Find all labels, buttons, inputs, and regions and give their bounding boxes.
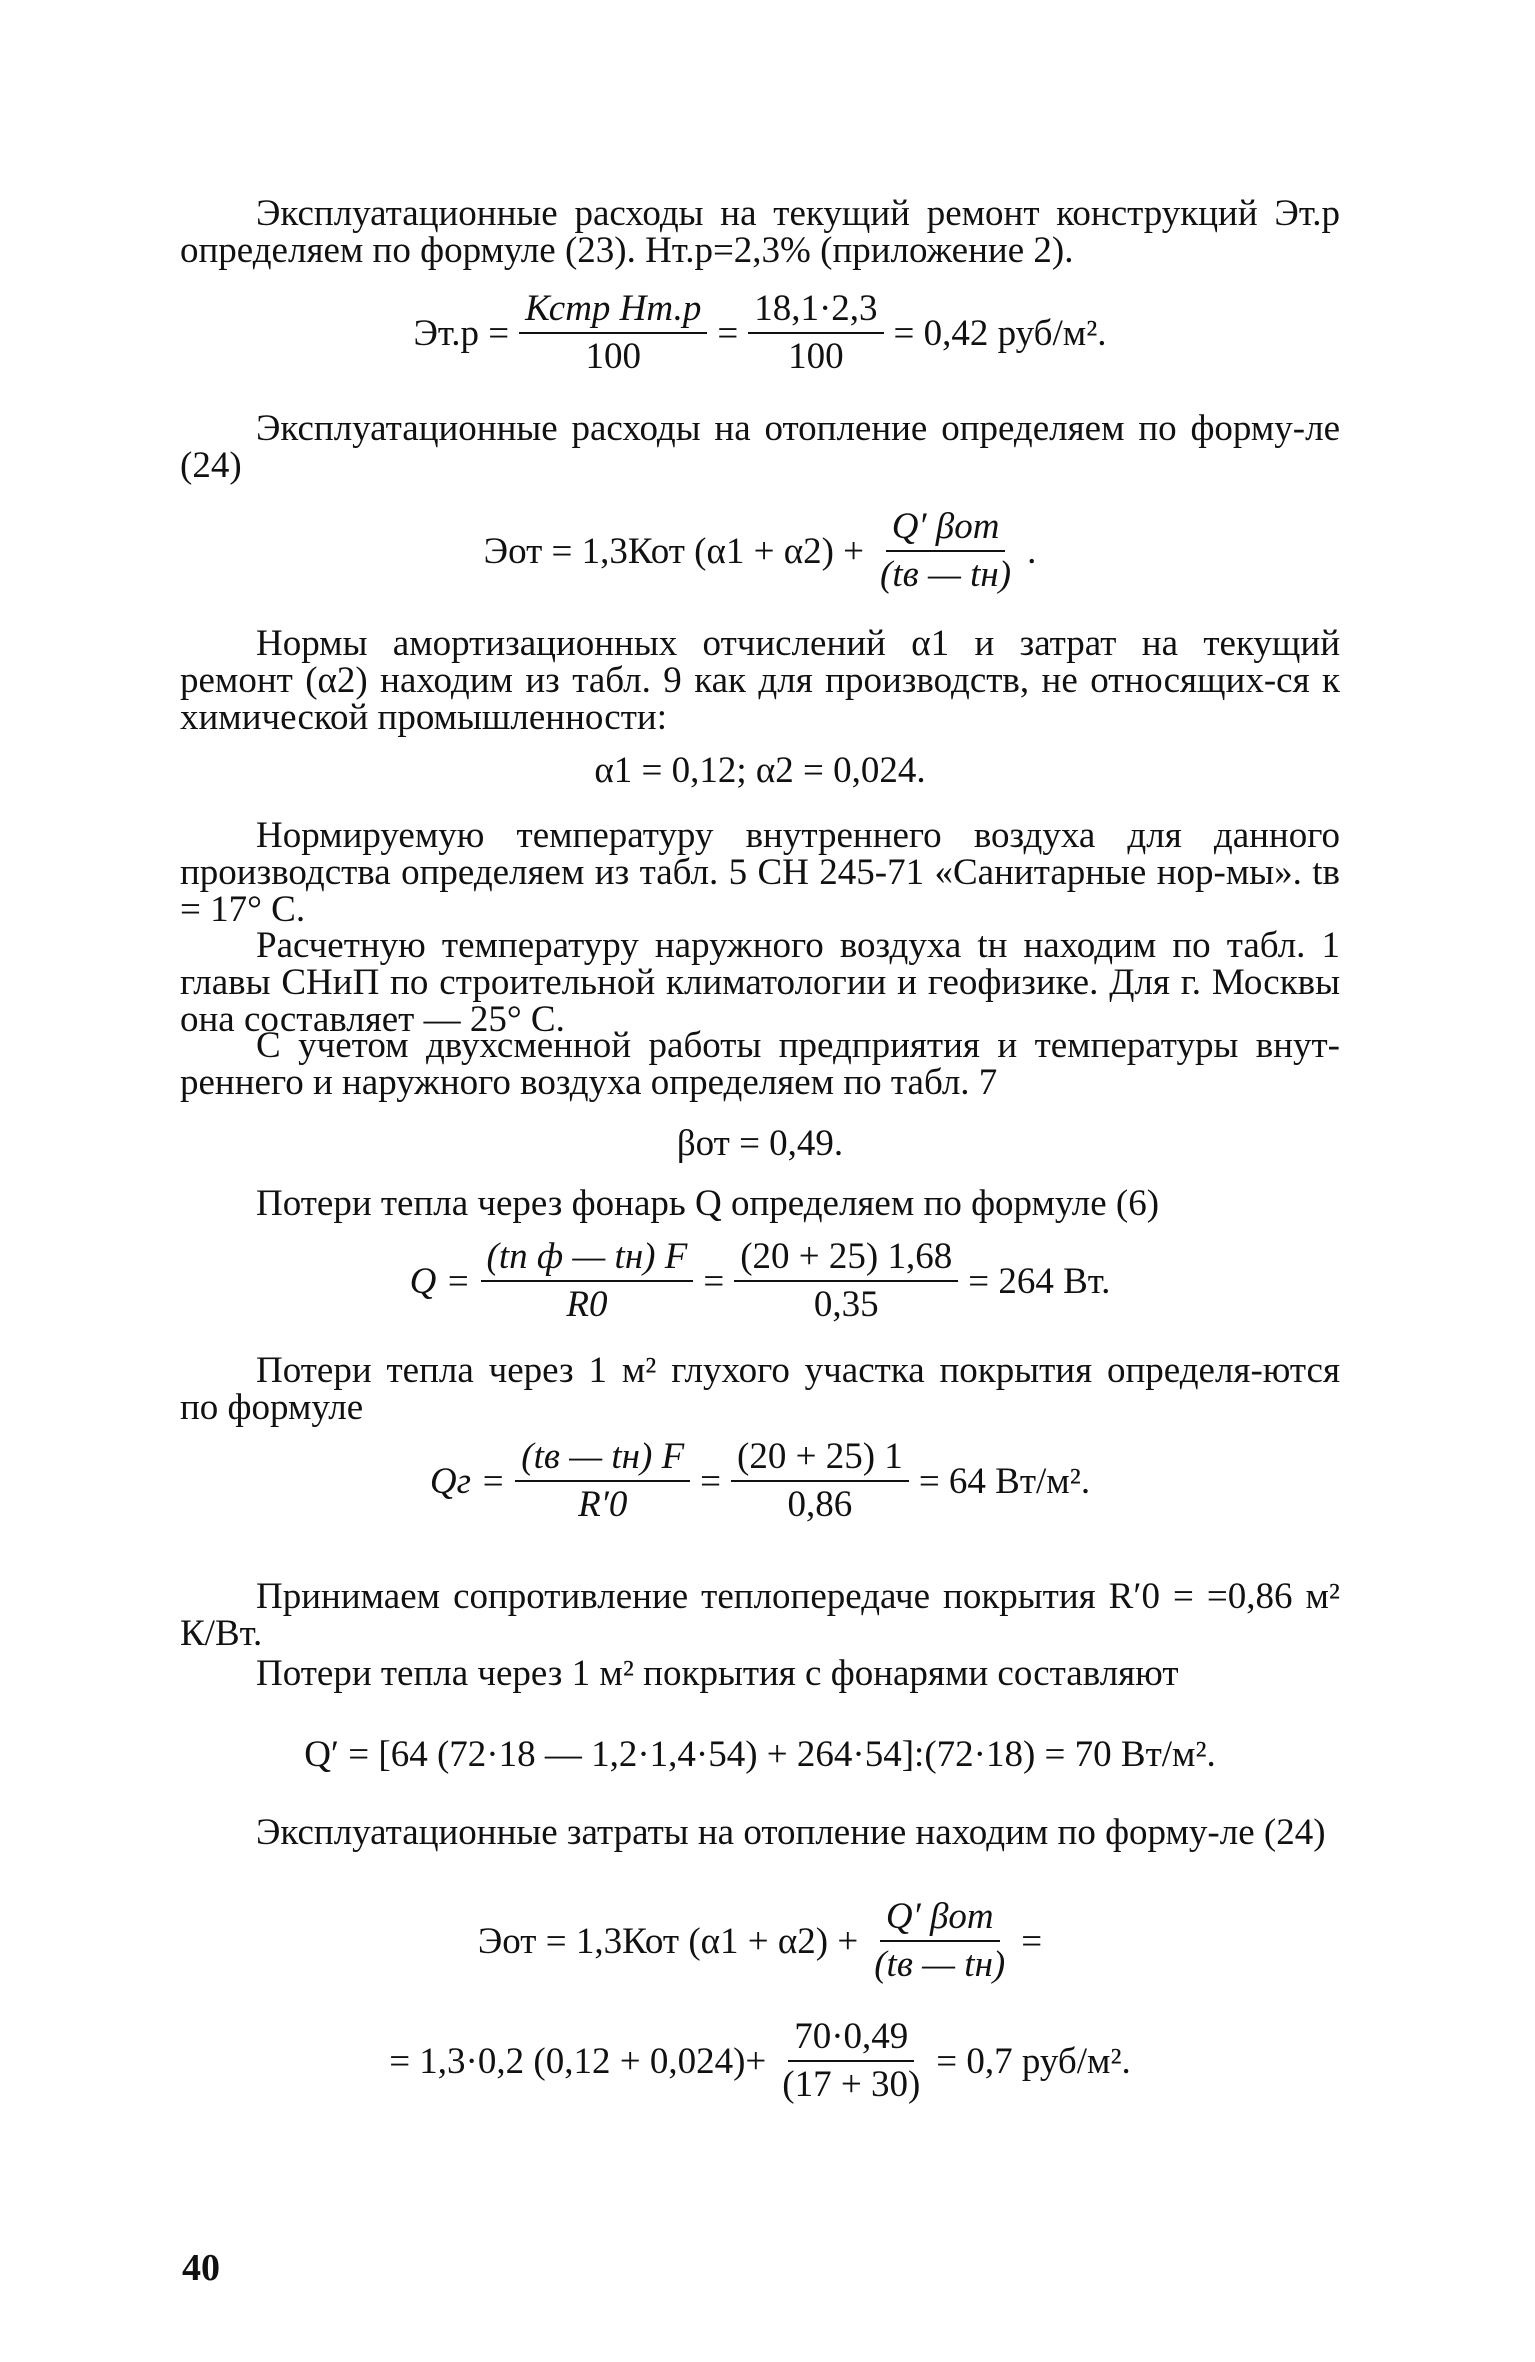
paragraph-11: Эксплуатационные затраты на отопление находим по форму-ле (24) xyxy=(256,1812,1326,1853)
eq1-frac2-numerator: 18,1·2,3 xyxy=(748,290,883,334)
eq9-lhs: = 1,3·0,2 (0,12 + 0,024)+ xyxy=(389,2040,767,2082)
equation-3: α1 = 0,12; α2 = 0,024. xyxy=(594,750,926,791)
eq9-fraction xyxy=(776,2018,926,2104)
eq6-fraction-2 xyxy=(731,1438,909,1524)
eq2-fraction xyxy=(874,508,1017,594)
eq2-lhs: Эот = 1,3Кот (α1 + α2) + xyxy=(483,530,865,572)
equation-4: βот = 0,49. xyxy=(676,1123,844,1164)
eq5-frac1-numerator: (tп ф — tн) F xyxy=(481,1238,694,1282)
eq8-denominator: (tв — tн) xyxy=(874,1944,1006,1985)
eq5-frac2-denominator: 0,35 xyxy=(813,1284,879,1325)
paragraph-7: Потери тепла через фонарь Q определяем по формуле (6) xyxy=(256,1183,1160,1224)
paragraph-5: Расчетную температуру наружного воздуха tн находим по табл. 1 главы СНиП по строительной климатологии и геофизике. Для г. Москвы она составляет — 25° С. xyxy=(180,925,1340,1040)
eq5-fraction-1 xyxy=(481,1238,694,1324)
eq2-numerator: Q′ βот xyxy=(886,508,1006,552)
eq9-rhs: = 0,7 руб/м². xyxy=(936,2040,1131,2082)
eq2-denominator: (tв — tн) xyxy=(880,554,1012,595)
equation-7: Q′ = [64 (72·18 — 1,2·1,4·54) + 264·54]:(72·18) = 70 Вт/м². xyxy=(304,1734,1216,1775)
equation-5 xyxy=(180,1238,1340,1324)
equation-8 xyxy=(180,1898,1340,1984)
eq2-end: . xyxy=(1027,530,1037,572)
eq6-frac2-numerator: (20 + 25) 1 xyxy=(731,1438,909,1482)
paragraph-3: Нормы амортизационных отчислений α1 и затрат на текущий ремонт (α2) находим из табл. 9 как для производств, не относящих-ся к химической промышленности: xyxy=(180,623,1340,738)
eq6-frac2-denominator: 0,86 xyxy=(787,1484,853,1525)
paragraph-9: Принимаем сопротивление теплопередаче покрытия R′0 = =0,86 м² К/Вт. xyxy=(180,1576,1340,1654)
eq8-numerator: Q′ βот xyxy=(880,1898,1000,1942)
eq6-equals: = xyxy=(700,1460,722,1502)
paragraph-2: Эксплуатационные расходы на отопление определяем по форму-ле (24) xyxy=(180,408,1340,486)
eq1-lhs: Эт.р = xyxy=(413,312,510,354)
paragraph-8: Потери тепла через 1 м² глухого участка покрытия определя-ются по формуле xyxy=(180,1350,1340,1428)
eq8-lhs: Эот = 1,3Кот (α1 + α2) + xyxy=(477,1920,859,1962)
eq1-frac1-denominator: 100 xyxy=(585,336,641,377)
paragraph-4: Нормируемую температуру внутреннего воздуха для данного производства определяем из табл. 5 СН 245-71 «Санитарные нор-мы». tв = 17° С. xyxy=(180,815,1340,930)
eq1-fraction-2 xyxy=(748,290,883,376)
eq6-lhs: Qг = xyxy=(429,1460,506,1502)
eq1-rhs: = 0,42 руб/м². xyxy=(893,312,1107,354)
eq6-fraction-1 xyxy=(515,1438,690,1524)
eq5-frac2-numerator: (20 + 25) 1,68 xyxy=(734,1238,958,1282)
eq8-fraction xyxy=(868,1898,1011,1984)
equation-9 xyxy=(180,2018,1340,2104)
paragraph-10: Потери тепла через 1 м² покрытия с фонарями составляют xyxy=(256,1653,1179,1694)
eq1-equals: = xyxy=(717,312,739,354)
paragraph-1: Эксплуатационные расходы на текущий ремонт конструкций Эт.р определяем по формуле (23). Нт.р=2,3% (приложение 2). xyxy=(180,193,1340,271)
eq6-frac1-numerator: (tв — tн) F xyxy=(515,1438,690,1482)
eq5-fraction-2 xyxy=(734,1238,958,1324)
eq6-frac1-denominator: R′0 xyxy=(578,1484,628,1525)
eq6-rhs: = 64 Вт/м². xyxy=(918,1460,1091,1502)
eq8-end: = xyxy=(1021,1920,1043,1962)
eq5-rhs: = 264 Вт. xyxy=(968,1260,1111,1302)
eq1-frac2-denominator: 100 xyxy=(788,336,844,377)
eq5-frac1-denominator: R0 xyxy=(566,1284,608,1325)
eq1-fraction-1 xyxy=(519,290,707,376)
eq1-frac1-numerator: Кстр Нт.р xyxy=(519,290,707,334)
eq9-denominator: (17 + 30) xyxy=(782,2064,921,2105)
eq5-equals: = xyxy=(703,1260,725,1302)
paragraph-6: С учетом двухсменной работы предприятия и температуры внут-реннего и наружного воздуха определяем по табл. 7 xyxy=(180,1025,1340,1103)
equation-1 xyxy=(180,290,1340,376)
equation-2 xyxy=(180,508,1340,594)
equation-6 xyxy=(180,1438,1340,1524)
eq9-numerator: 70·0,49 xyxy=(788,2018,914,2062)
eq5-lhs: Q = xyxy=(409,1260,471,1302)
page-number: 40 xyxy=(182,2247,220,2289)
